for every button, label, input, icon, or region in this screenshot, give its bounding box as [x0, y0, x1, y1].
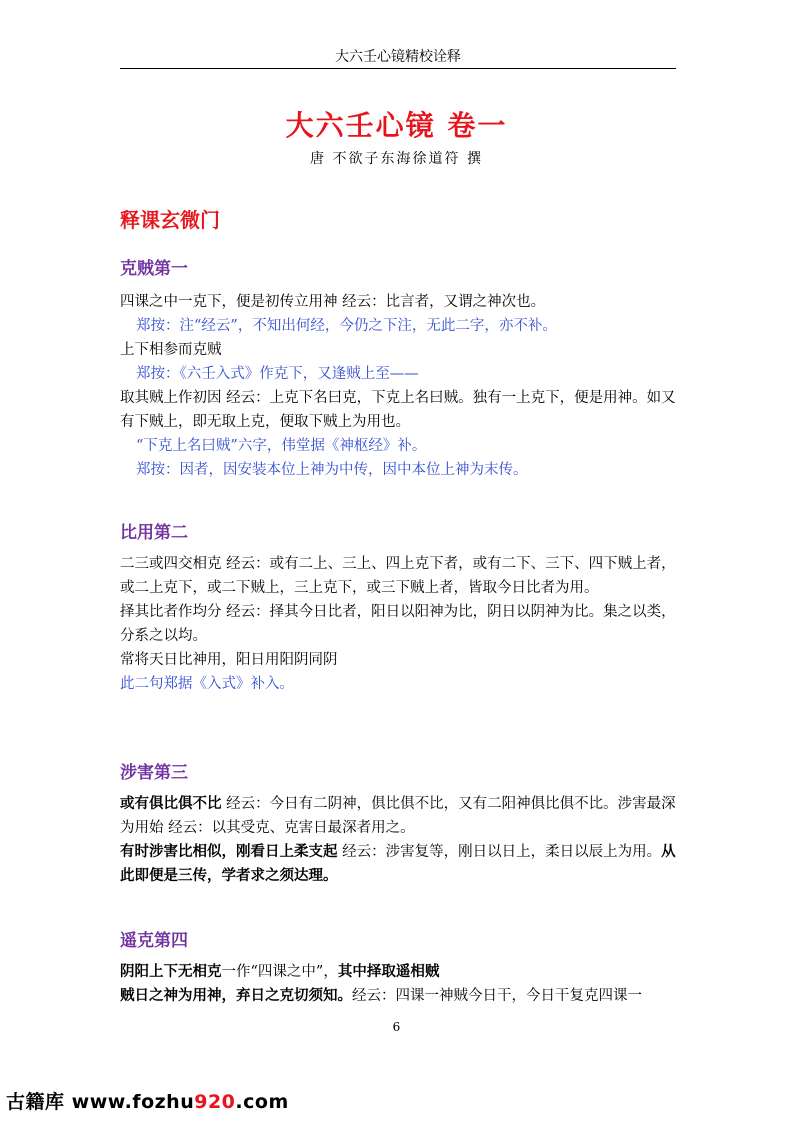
running-header: 大六壬心镜精校诠释 [335, 49, 461, 65]
watermark-suffix: .com [235, 1091, 289, 1113]
commentary: 一作“四课之中”， [221, 964, 338, 980]
author-line: 唐 不欲子东海徐道符 撰 [310, 151, 483, 167]
site-watermark [6, 1087, 289, 1114]
note-line: 郑按：《六壬入式》作克下，又逢贼上至—— [136, 366, 419, 382]
note-line: 郑按：注“经云”，不知出何经，今仍之下注，无此二字，亦不补。 [136, 318, 557, 334]
page-number: 6 [392, 1020, 401, 1034]
line: 二三或四交相克 经云：或有二上、三上、四上克下者，或有二下、三下、四下贼上者，或二上克下，或二下贼上，三上克下，或三下贼上者，皆取今日比者为用。 [120, 556, 676, 596]
commentary: 经云：四课一神贼今日干，今日干复克四课一 [352, 988, 642, 1004]
section-4-text [120, 960, 676, 1008]
chapter-heading: 释课玄微门 [120, 208, 220, 232]
line: 取其贼上作初因 经云：上克下名曰克，下克上名曰贼。独有一上克下，便是用神。如又有下贼上，即无取上克，便取下贼上为用也。 [120, 390, 676, 430]
section-heading-4: 遥克第四 [120, 931, 188, 951]
section-heading-1: 克贼第一 [120, 259, 188, 279]
commentary: 经云：涉害复等，刚日以日上，柔日以辰上为用。 [337, 844, 662, 860]
line: 常将天日比神用，阳日用阳阴同阴 [120, 652, 338, 668]
note-line: 郑按：因者，因安装本位上神为中传，因中本位上神为末传。 [136, 462, 528, 478]
line: 择其比者作均分 经云：择其今日比者，阳日以阳神为比，阴日以阴神为比。集之以类，分系之以均。 [120, 604, 676, 644]
verse: 阴阳上下无相克 [120, 963, 222, 980]
line: 四课之中一克下，便是初传立用神 经云：比言者，又谓之神次也。 [120, 294, 546, 310]
verse: 从此即便是三传，学者求之须达理。 [120, 843, 676, 884]
commentary: 经云：今日有二阴神，俱比俱不比，又有二阳神俱比俱不比。涉害最深为用始 经云：以其受克、克害日最深者用之。 [120, 796, 676, 836]
section-2-text [120, 552, 676, 696]
section-1-text [120, 290, 676, 482]
verse: 或有俱比俱不比 [120, 795, 222, 812]
section-3-text [120, 792, 676, 888]
line: 上下相参而克贼 [120, 342, 222, 358]
note-line: “下克上名曰贼”六字，伟堂据《神枢经》补。 [136, 438, 427, 454]
section-heading-3: 涉害第三 [120, 763, 188, 783]
watermark-digits: 920 [194, 1091, 236, 1113]
watermark-prefix: www.fozhu [71, 1091, 195, 1113]
document-title: 大六壬心镜 卷一 [285, 109, 508, 142]
watermark-brand: 古籍库 [6, 1091, 65, 1113]
verse: 有时涉害比相似，刚看日上柔支起 [120, 843, 338, 860]
verse: 贼日之神为用神，弃日之克切须知。 [120, 987, 352, 1004]
verse: 其中择取遥相贼 [337, 963, 440, 980]
note-line: 此二句郑据《入式》补入。 [120, 676, 294, 692]
section-heading-2: 比用第二 [120, 523, 188, 543]
header-rule [120, 68, 676, 69]
